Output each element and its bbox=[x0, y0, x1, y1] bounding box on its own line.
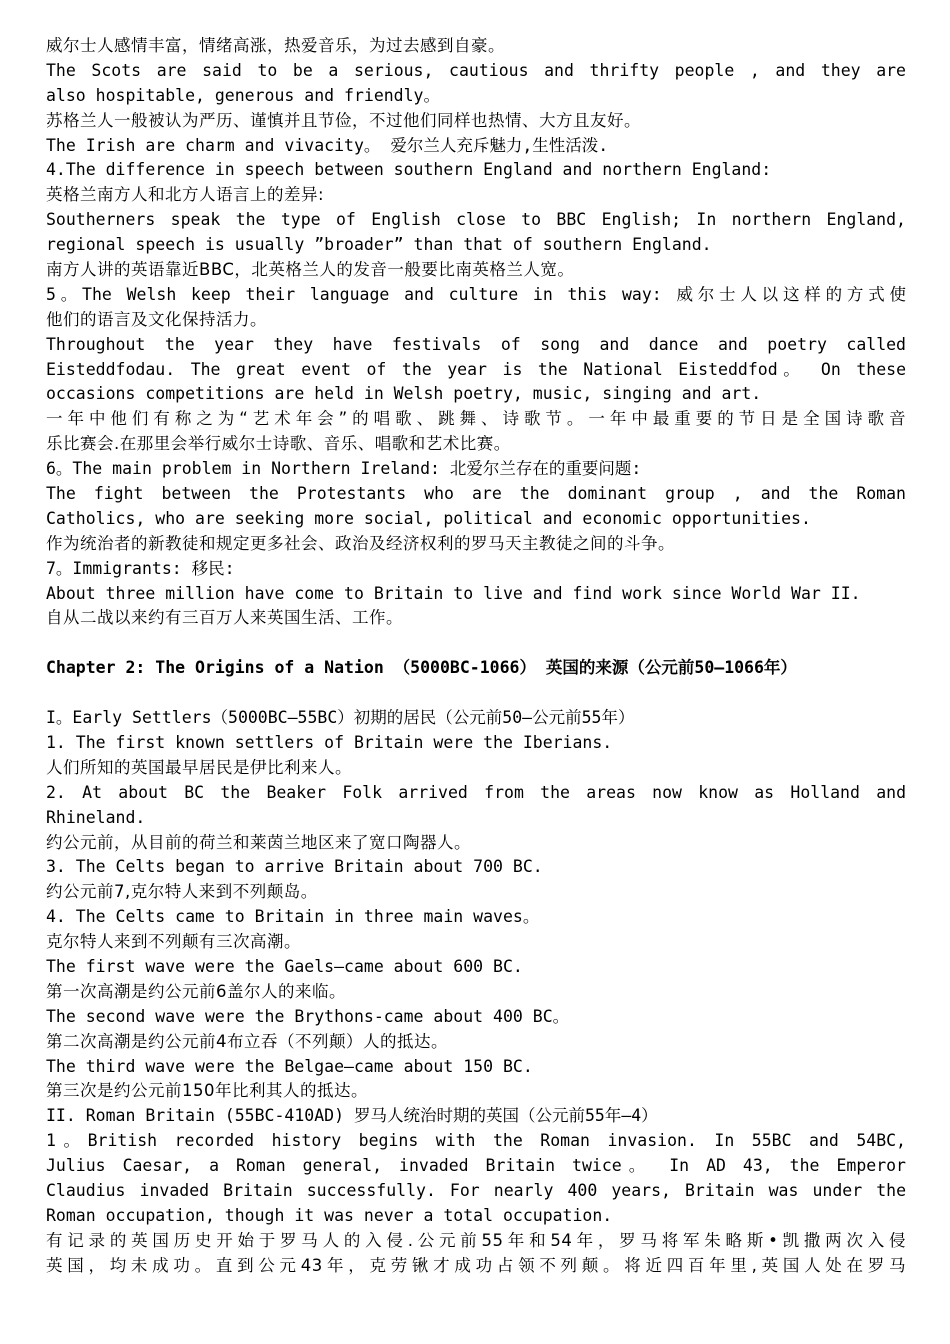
text-line: 1。British recorded history begins with the Roman invasion. In 55BC and 54BC, bbox=[46, 1131, 906, 1151]
text-line: 有记录的英国历史开始于罗马人的入侵.公元前55年和54年，罗马将军朱略斯•凯撒两次入侵 bbox=[46, 1230, 906, 1250]
text-line: 2. At about BC the Beaker Folk arrived from the areas now know as Holland and bbox=[46, 782, 906, 802]
text-line: occasions competitions are held in Welsh poetry, music, singing and art. bbox=[46, 384, 762, 404]
text-line: 第一次高潮是约公元前6盖尔人的来临。 bbox=[46, 981, 346, 1001]
text-line: Eisteddfodau. The great event of the year is the National Eisteddfod。 On these bbox=[46, 359, 906, 379]
text-line: The fight between the Protestants who are the dominant group , and the Roman bbox=[46, 484, 906, 504]
text-line: Roman occupation, though it was never a total occupation. bbox=[46, 1205, 613, 1225]
text-line: 自从二战以来约有三百万人来英国生活、工作。 bbox=[46, 608, 403, 628]
text-line: 5。The Welsh keep their language and culture in this way: 威尔士人以这样的方式使 bbox=[46, 284, 906, 304]
text-line: Rhineland. bbox=[46, 807, 146, 827]
text-line: 约公元前，从目前的荷兰和莱茵兰地区来了宽口陶器人。 bbox=[46, 832, 471, 852]
text-line: 苏格兰人一般被认为严历、谨慎并且节俭，不过他们同样也热情、大方且友好。 bbox=[46, 110, 641, 130]
text-line: 英格兰南方人和北方人语言上的差异: bbox=[46, 185, 325, 205]
text-line: About three million have come to Britain to live and find work since World War II. bbox=[46, 583, 861, 603]
text-line: 4. The Celts came to Britain in three main waves。 bbox=[46, 907, 540, 927]
text-line: 他们的语言及文化保持活力。 bbox=[46, 309, 267, 329]
document-page bbox=[46, 34, 906, 1279]
text-line: The Scots are said to be a serious, cautious and thrifty people , and they are bbox=[46, 60, 906, 80]
text-line: 约公元前7,克尔特人来到不列颠岛。 bbox=[46, 882, 318, 902]
text-line: The Irish are charm and vivacity。 爱尔兰人充斥魅力,生性活泼. bbox=[46, 135, 609, 155]
text-line: Julius Caesar, a Roman general, invaded Britain twice。 In AD 43, the Emperor bbox=[46, 1156, 906, 1176]
text-line: The third wave were the Belgae—came about 150 BC. bbox=[46, 1056, 533, 1076]
blank-line bbox=[46, 681, 906, 706]
text-line: Claudius invaded Britain successfully. For nearly 400 years, Britain was under the bbox=[46, 1180, 906, 1200]
text-line: 作为统治者的新教徒和规定更多社会、政治及经济权利的罗马天主教徒之间的斗争。 bbox=[46, 533, 675, 553]
text-line: Throughout the year they have festivals of song and dance and poetry called bbox=[46, 334, 906, 354]
text-line: 6。The main problem in Northern Ireland: 北爱尔兰存在的重要问题: bbox=[46, 459, 642, 479]
text-line: 第二次高潮是约公元前4布立吞（不列颠）人的抵达。 bbox=[46, 1031, 448, 1051]
text-line: 第三次是约公元前150年比利其人的抵达。 bbox=[46, 1081, 368, 1101]
text-line: 克尔特人来到不列颠有三次高潮。 bbox=[46, 932, 301, 952]
text-line: Catholics, who are seeking more social, political and economic opportunities. bbox=[46, 508, 811, 528]
section-heading: I。Early Settlers（5000BC—55BC）初期的居民（公元前50—公元前55年） bbox=[46, 708, 635, 728]
text-line: 4.The difference in speech between southern England and northern England: bbox=[46, 160, 772, 180]
text-line: 3. The Celts began to arrive Britain about 700 BC. bbox=[46, 857, 543, 877]
section-heading: II. Roman Britain (55BC-410AD) 罗马人统治时期的英国（公元前55年—4） bbox=[46, 1106, 658, 1126]
text-line: The second wave were the Brythons-came about 400 BC。 bbox=[46, 1006, 570, 1026]
text-line: 1. The first known settlers of Britain were the Iberians. bbox=[46, 732, 613, 752]
text-line: 南方人讲的英语靠近BBC，北英格兰人的发音一般要比南英格兰人宽。 bbox=[46, 260, 575, 280]
blank-line bbox=[46, 631, 906, 656]
text-line: 威尔士人感情丰富，情绪高涨，热爱音乐，为过去感到自豪。 bbox=[46, 36, 505, 55]
text-line: 英国，均未成功。直到公元43年，克劳锹才成功占领不列颠。将近四百年里,英国人处在罗马 bbox=[46, 1255, 906, 1275]
text-line: 乐比赛会.在那里会举行威尔士诗歌、音乐、唱歌和艺术比赛。 bbox=[46, 434, 511, 454]
text-line: Southerners speak the type of English close to BBC English; In northern England, bbox=[46, 210, 906, 230]
text-line: The first wave were the Gaels—came about 600 BC. bbox=[46, 956, 523, 976]
text-line: also hospitable, generous and friendly。 bbox=[46, 85, 440, 105]
text-line: regional speech is usually ”broader” than that of southern England. bbox=[46, 235, 712, 255]
text-line: 7。Immigrants: 移民: bbox=[46, 558, 235, 578]
text-line: 一年中他们有称之为“艺术年会”的唱歌、跳舞、诗歌节。一年中最重要的节日是全国诗歌音 bbox=[46, 409, 906, 429]
text-line: 人们所知的英国最早居民是伊比利来人。 bbox=[46, 757, 352, 777]
chapter-heading: Chapter 2: The Origins of a Nation （5000BC-1066） 英国的来源（公元前50—1066年） bbox=[46, 658, 797, 678]
